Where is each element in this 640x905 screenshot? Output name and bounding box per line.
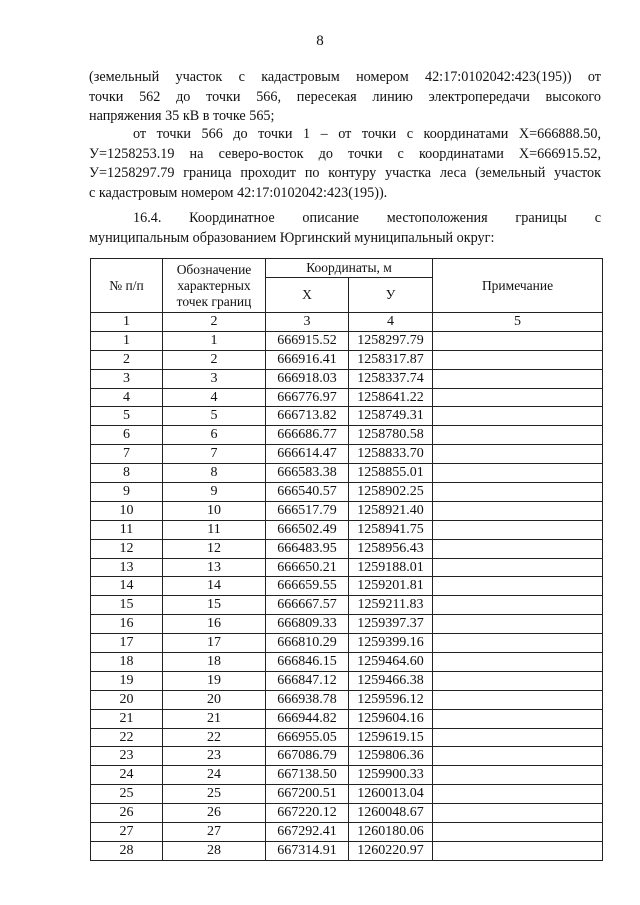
cell-point: 10 [163,501,266,520]
cell-point: 6 [163,426,266,445]
cell-x: 667200.51 [266,785,349,804]
cell-y: 1259211.83 [349,596,433,615]
cell-y: 1259900.33 [349,766,433,785]
cell-y: 1259399.16 [349,634,433,653]
index-row [91,313,603,332]
cell-y: 1259619.15 [349,728,433,747]
header-x: Х [266,278,349,313]
cell-x: 667314.91 [266,841,349,860]
cell-num: 7 [91,445,163,464]
cell-num: 15 [91,596,163,615]
cell-num: 21 [91,709,163,728]
cell-y: 1258956.43 [349,539,433,558]
cell-x: 666918.03 [266,369,349,388]
cell-point: 12 [163,539,266,558]
cell-num: 13 [91,558,163,577]
cell-note [433,615,603,634]
index-cell: 3 [266,313,349,332]
table-row [91,388,603,407]
text-line: муниципальным образованием Юргинский муниципальный округ: [89,229,495,246]
cell-y: 1260013.04 [349,785,433,804]
table-row [91,558,603,577]
cell-point: 8 [163,464,266,483]
cell-note [433,728,603,747]
cell-x: 666944.82 [266,709,349,728]
cell-note [433,634,603,653]
cell-y: 1258641.22 [349,388,433,407]
cell-point: 13 [163,558,266,577]
cell-y: 1258749.31 [349,407,433,426]
index-cell: 2 [163,313,266,332]
table-row [91,671,603,690]
cell-y: 1260048.67 [349,804,433,823]
cell-note [433,596,603,615]
cell-note [433,577,603,596]
text-line: (земельный участок с кадастровым номером 42:17:0102042:423(195)) от [89,69,601,85]
cell-point: 27 [163,823,266,842]
cell-y: 1259397.37 [349,615,433,634]
table-row [91,539,603,558]
cell-y: 1258317.87 [349,350,433,369]
table-row [91,445,603,464]
cell-point: 23 [163,747,266,766]
table-body [91,313,603,861]
cell-note [433,766,603,785]
cell-x: 666846.15 [266,653,349,672]
text-line: точки 562 до точки 566, пересекая линию электропередачи высокого [89,88,601,105]
table-row [91,690,603,709]
cell-x: 666809.33 [266,615,349,634]
cell-x: 666938.78 [266,690,349,709]
cell-point: 17 [163,634,266,653]
cell-point: 4 [163,388,266,407]
cell-note [433,483,603,502]
cell-x: 667220.12 [266,804,349,823]
cell-note [433,501,603,520]
cell-x: 666667.57 [266,596,349,615]
header-note: Примечание [433,259,603,313]
cell-y: 1258855.01 [349,464,433,483]
cell-num: 28 [91,841,163,860]
cell-note [433,558,603,577]
table-row [91,520,603,539]
table-row [91,501,603,520]
cell-num: 24 [91,766,163,785]
cell-y: 1258337.74 [349,369,433,388]
cell-y: 1259201.81 [349,577,433,596]
cell-point: 16 [163,615,266,634]
table-row [91,483,603,502]
cell-note [433,350,603,369]
paragraph-boundary [89,125,601,203]
table-row [91,407,603,426]
cell-note [433,690,603,709]
table-row [91,634,603,653]
cell-num: 8 [91,464,163,483]
cell-num: 2 [91,350,163,369]
cell-y: 1258941.75 [349,520,433,539]
cell-point: 18 [163,653,266,672]
cell-note [433,520,603,539]
cell-point: 20 [163,690,266,709]
cell-num: 1 [91,331,163,350]
cell-num: 14 [91,577,163,596]
cell-point: 9 [163,483,266,502]
section-heading-16-4 [89,209,601,248]
cell-num: 23 [91,747,163,766]
cell-note [433,653,603,672]
table-row [91,785,603,804]
cell-y: 1258833.70 [349,445,433,464]
text-line: от точки 566 до точки 1 – от точки с координатами Х=666888.50, [133,126,601,142]
table-row [91,596,603,615]
cell-num: 5 [91,407,163,426]
cell-x: 667138.50 [266,766,349,785]
text-line: У=1258297.79 граница проходит по контуру участка леса (земельный участок [89,165,601,182]
header-coords: Координаты, м [266,259,433,278]
cell-x: 666916.41 [266,350,349,369]
cell-point: 5 [163,407,266,426]
cell-note [433,426,603,445]
cell-y: 1259596.12 [349,690,433,709]
header-y: У [349,278,433,313]
cell-point: 15 [163,596,266,615]
cell-num: 9 [91,483,163,502]
cell-num: 20 [91,690,163,709]
cell-x: 666659.55 [266,577,349,596]
cell-point: 3 [163,369,266,388]
cell-x: 666955.05 [266,728,349,747]
cell-note [433,331,603,350]
table-row [91,653,603,672]
cell-x: 666776.97 [266,388,349,407]
cell-point: 11 [163,520,266,539]
cell-num: 10 [91,501,163,520]
cell-num: 26 [91,804,163,823]
cell-point: 25 [163,785,266,804]
text-line: У=1258253.19 на северо-восток до точки с координатами Х=666915.52, [89,145,601,162]
cell-y: 1258921.40 [349,501,433,520]
table-row [91,426,603,445]
cell-note [433,388,603,407]
cell-point: 7 [163,445,266,464]
cell-note [433,785,603,804]
cell-num: 6 [91,426,163,445]
cell-y: 1260180.06 [349,823,433,842]
cell-note [433,407,603,426]
cell-x: 666483.95 [266,539,349,558]
cell-num: 18 [91,653,163,672]
table-row [91,331,603,350]
cell-point: 26 [163,804,266,823]
cell-note [433,747,603,766]
cell-y: 1259806.36 [349,747,433,766]
cell-point: 1 [163,331,266,350]
cell-point: 28 [163,841,266,860]
cell-y: 1259466.38 [349,671,433,690]
table-row [91,823,603,842]
cell-x: 667086.79 [266,747,349,766]
page-number: 8 [316,33,324,49]
cell-y: 1258780.58 [349,426,433,445]
table-row [91,464,603,483]
header-point: Обозначение характерных точек границ [163,259,266,313]
index-cell: 5 [433,313,603,332]
cell-y: 1258297.79 [349,331,433,350]
table-row [91,615,603,634]
cell-x: 666847.12 [266,671,349,690]
cell-y: 1259464.60 [349,653,433,672]
cell-note [433,709,603,728]
table-row [91,766,603,785]
cell-note [433,671,603,690]
cell-x: 666686.77 [266,426,349,445]
cell-x: 666583.38 [266,464,349,483]
index-cell: 4 [349,313,433,332]
cell-num: 3 [91,369,163,388]
coordinates-table [90,258,603,861]
cell-note [433,804,603,823]
table-row [91,369,603,388]
cell-x: 666614.47 [266,445,349,464]
cell-x: 666915.52 [266,331,349,350]
cell-point: 24 [163,766,266,785]
cell-x: 666502.49 [266,520,349,539]
table-row [91,709,603,728]
header-num: № п/п [91,259,163,313]
table-row [91,350,603,369]
table-row [91,804,603,823]
index-cell: 1 [91,313,163,332]
cell-point: 19 [163,671,266,690]
cell-point: 22 [163,728,266,747]
table-row [91,747,603,766]
cell-y: 1260220.97 [349,841,433,860]
text-line: напряжения 35 кВ в точке 565; [89,108,275,125]
cell-num: 12 [91,539,163,558]
cell-num: 17 [91,634,163,653]
cell-y: 1259188.01 [349,558,433,577]
table-row [91,728,603,747]
cell-num: 19 [91,671,163,690]
cell-note [433,823,603,842]
cell-note [433,464,603,483]
table-row [91,841,603,860]
cell-x: 666540.57 [266,483,349,502]
cell-num: 11 [91,520,163,539]
text-line: с кадастровым номером 42:17:0102042:423(195)). [89,184,388,201]
cell-y: 1258902.25 [349,483,433,502]
cell-num: 25 [91,785,163,804]
cell-point: 21 [163,709,266,728]
cell-x: 666650.21 [266,558,349,577]
cell-point: 2 [163,350,266,369]
cell-point: 14 [163,577,266,596]
cell-x: 667292.41 [266,823,349,842]
text-line: 16.4. Координатное описание местоположения границы с [133,210,601,226]
cell-y: 1259604.16 [349,709,433,728]
cell-x: 666517.79 [266,501,349,520]
cell-num: 27 [91,823,163,842]
paragraph-continuation [89,68,601,127]
cell-x: 666810.29 [266,634,349,653]
cell-note [433,841,603,860]
cell-note [433,539,603,558]
cell-num: 16 [91,615,163,634]
cell-x: 666713.82 [266,407,349,426]
table-row [91,577,603,596]
cell-num: 22 [91,728,163,747]
cell-num: 4 [91,388,163,407]
cell-note [433,369,603,388]
cell-note [433,445,603,464]
